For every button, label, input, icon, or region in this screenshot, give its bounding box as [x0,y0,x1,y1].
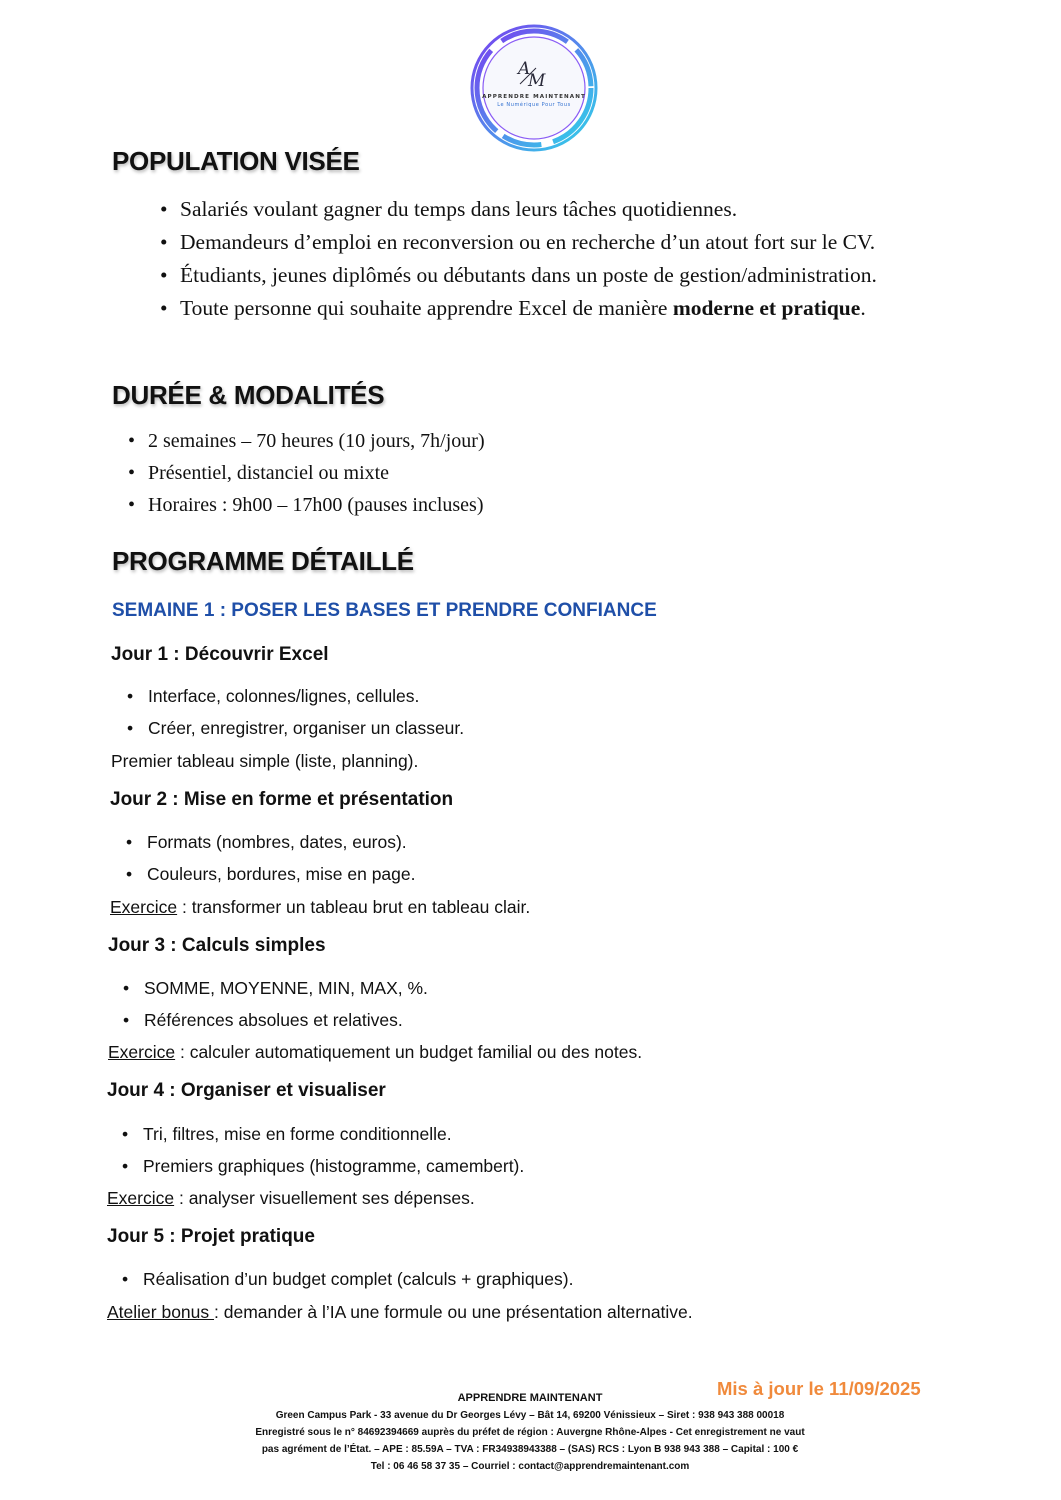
day-2-note: Exercice : transformer un tableau brut en tableau clair. [110,897,531,917]
week-title: SEMAINE 1 : POSER LES BASES ET PRENDRE CONFIANCE [112,600,657,621]
day-4-list [143,1118,524,1182]
day-1-note: Premier tableau simple (liste, planning). [111,751,419,771]
list-item: • Interface, colonnes/lignes, cellules. [148,680,464,712]
list-item: • Toute personne qui souhaite apprendre Excel de manière moderne et pratique. [180,292,877,325]
list-item: • Couleurs, bordures, mise en page. [147,858,415,890]
logo-emblem [468,22,600,154]
footer-company: APPRENDRE MAINTENANT [457,1392,603,1404]
list-item: • Horaires : 9h00 – 17h00 (pauses incluses) [148,489,485,521]
population-list [180,193,877,325]
population-title: POPULATION VISÉE [112,146,360,176]
day-5-note: Atelier bonus : demander à l’IA une formule ou une présentation alternative. [107,1302,693,1322]
day-2-list [147,826,415,890]
list-item: • Salariés voulant gagner du temps dans leurs tâches quotidiennes. [180,193,877,226]
day-1-title: Jour 1 : Découvrir Excel [111,644,329,665]
logo-name: APPRENDRE MAINTENANT [482,94,586,100]
list-item: • Créer, enregistrer, organiser un classeur. [148,712,464,744]
duree-list [148,425,485,521]
duree-title: DURÉE & MODALITÉS [112,380,385,410]
day-4-title: Jour 4 : Organiser et visualiser [107,1080,386,1101]
day-3-list [144,972,428,1036]
logo-tagline: Le Numérique Pour Tous [497,102,571,108]
company-logo [468,22,600,154]
day-3-note: Exercice : calculer automatiquement un budget familial ou des notes. [108,1042,643,1062]
footer-address: Green Campus Park - 33 avenue du Dr Georges Lévy – Bât 14, 69200 Vénissieux – Siret : 938 943 388 00018 [275,1410,785,1421]
footer-legal: pas agrément de l’État. – APE : 85.59A – TVA : FR34938943388 – (SAS) RCS : Lyon B 938 943 388 – Capital : 100 € [261,1444,799,1455]
list-item: • Premiers graphiques (histogramme, camembert). [143,1150,524,1182]
footer-registration: Enregistré sous le n° 84692394669 auprès du préfet de région : Auvergne Rhône-Alpes - Cet enregistrement ne vaut [255,1427,805,1438]
exercise-label: Exercice [108,1042,176,1062]
list-item: • Références absolues et relatives. [144,1004,428,1036]
day-5-list [143,1263,573,1295]
day-1-list [148,680,464,744]
bonus-label: Atelier bonus [107,1302,215,1322]
exercise-label: Exercice [107,1188,175,1208]
programme-title: PROGRAMME DÉTAILLÉ [112,546,414,576]
updated-date: Mis à jour le 11/09/2025 [717,1378,921,1399]
list-item: • Présentiel, distanciel ou mixte [148,457,485,489]
day-4-note: Exercice : analyser visuellement ses dépenses. [107,1188,475,1208]
list-item: • Tri, filtres, mise en forme conditionnelle. [143,1118,524,1150]
footer [200,1390,860,1475]
logo-monogram-m: M [528,71,546,91]
footer-contact: Tel : 06 46 58 37 35 – Courriel : contact@apprendremaintenant.com [370,1461,690,1472]
list-item: • Étudiants, jeunes diplômés ou débutants dans un poste de gestion/administration. [180,259,877,292]
logo-monogram-a: A [518,59,531,79]
list-item: • Demandeurs d’emploi en reconversion ou en recherche d’un atout fort sur le CV. [180,226,877,259]
day-3-title: Jour 3 : Calculs simples [108,935,326,956]
emphasis-text: moderne et pratique [672,296,861,320]
list-item: • Formats (nombres, dates, euros). [147,826,415,858]
exercise-label: Exercice [110,897,178,917]
day-2-title: Jour 2 : Mise en forme et présentation [110,789,454,810]
list-item: • 2 semaines – 70 heures (10 jours, 7h/jour) [148,425,485,457]
list-item: • SOMME, MOYENNE, MIN, MAX, %. [144,972,428,1004]
day-5-title: Jour 5 : Projet pratique [107,1226,315,1247]
list-item: • Réalisation d’un budget complet (calculs + graphiques). [143,1263,573,1295]
